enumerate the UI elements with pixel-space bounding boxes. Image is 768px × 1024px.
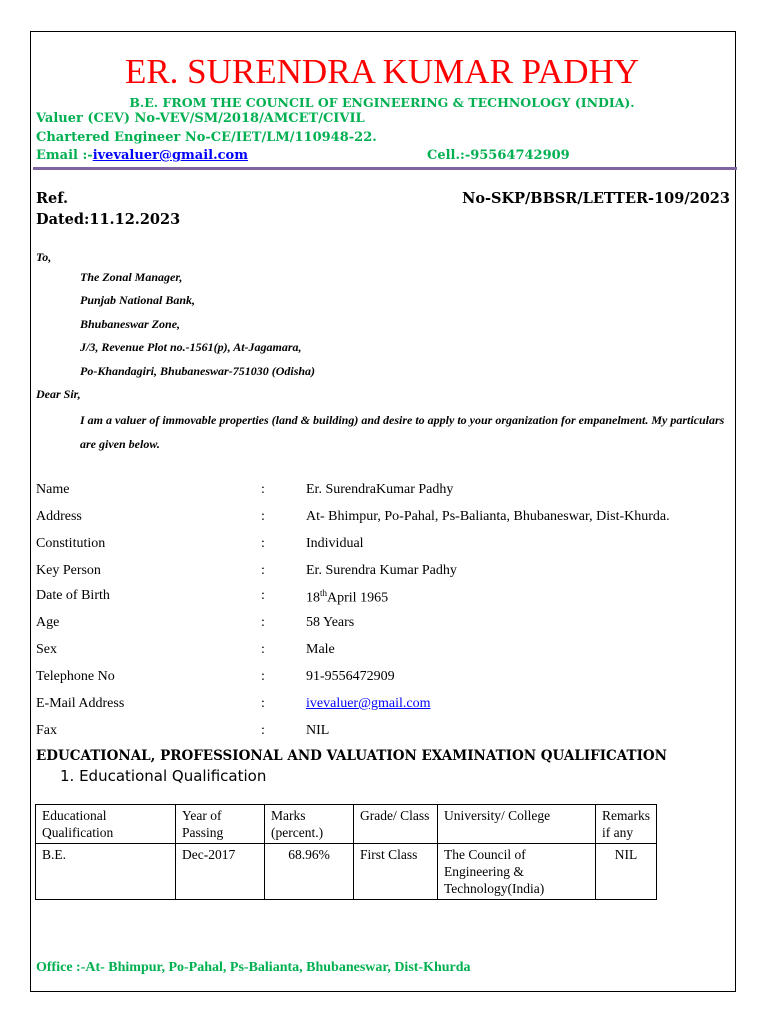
email-line [36, 148, 248, 163]
letter-body: I am a valuer of immovable properties (land & building) and desire to apply to your organization for empanelment. My particulars are given below. [80, 413, 725, 451]
particular-value: Er. SurendraKumar Padhy [306, 482, 454, 497]
table-row [36, 844, 657, 900]
particular-label: Key Person [36, 563, 101, 578]
particular-value: At- Bhimpur, Po-Pahal, Ps-Balianta, Bhubaneswar, Dist-Khurda. [306, 509, 670, 524]
recipient-address-line: The Zonal Manager, [80, 270, 183, 284]
separator-colon: : [261, 588, 265, 603]
recipient-address-line: Punjab National Bank, [80, 293, 196, 307]
chartered-engineer-line: Chartered Engineer No-CE/IET/LM/110948-22. [36, 130, 377, 145]
recipient-address-line: Bhubaneswar Zone, [80, 317, 181, 331]
dob-day: 18 [306, 590, 320, 606]
separator-colon: : [261, 696, 265, 711]
section-heading: EDUCATIONAL, PROFESSIONAL AND VALUATION EXAMINATION QUALIFICATION [36, 748, 667, 764]
particular-label: Age [36, 615, 60, 630]
particular-value: Er. Surendra Kumar Padhy [306, 563, 457, 578]
separator-colon: : [261, 482, 265, 497]
ref-label: Ref. [36, 190, 69, 207]
separator-colon: : [261, 563, 265, 578]
table-header-cell: Educational Qualification [36, 805, 176, 844]
office-address-footer: Office :-At- Bhimpur, Po-Pahal, Ps-Balianta, Bhubaneswar, Dist-Khurda [36, 960, 471, 975]
letter-date: Dated:11.12.2023 [36, 211, 181, 228]
header-divider [33, 167, 737, 170]
particular-value: Individual [306, 536, 364, 551]
particular-label: Address [36, 509, 82, 524]
particular-label: Sex [36, 642, 57, 657]
table-header-cell: Remarks if any [596, 805, 657, 844]
table-header-cell: Marks (percent.) [265, 805, 354, 844]
salutation: Dear Sir, [36, 387, 81, 401]
to-label: To, [36, 250, 52, 264]
particular-label: E-Mail Address [36, 696, 125, 711]
particular-value [306, 588, 388, 607]
particular-label: Date of Birth [36, 588, 110, 603]
separator-colon: : [261, 642, 265, 657]
particular-value: 91-9556472909 [306, 669, 395, 684]
particular-label: Name [36, 482, 70, 497]
recipient-address-line: J/3, Revenue Plot no.-1561(p), At-Jagamara, [80, 340, 302, 354]
valuer-line: Valuer (CEV) No-VEV/SM/2018/AMCET/CIVIL [36, 111, 365, 126]
table-header-cell: University/ College [438, 805, 596, 844]
particular-value: 58 Years [306, 615, 355, 630]
table-cell: B.E. [36, 844, 176, 900]
separator-colon: : [261, 536, 265, 551]
dob-suffix: th [320, 588, 328, 598]
table-header-cell: Grade/ Class [354, 805, 438, 844]
email-label: Email :- [36, 148, 93, 163]
separator-colon: : [261, 669, 265, 684]
cell-number: Cell.:-95564742909 [427, 148, 570, 163]
particular-value: NIL [306, 723, 330, 738]
particular-label: Telephone No [36, 669, 115, 684]
separator-colon: : [261, 509, 265, 524]
recipient-address-line: Po-Khandagiri, Bhubaneswar-751030 (Odisha) [80, 364, 316, 378]
email-link[interactable]: ivevaluer@gmail.com [92, 148, 248, 163]
education-table [35, 804, 657, 900]
letterhead-name: ER. SURENDRA KUMAR PADHY [124, 52, 640, 91]
ref-number: No-SKP/BBSR/LETTER-109/2023 [462, 190, 730, 207]
subsection-heading: 1. Educational Qualification [60, 767, 267, 785]
table-cell: 68.96% [265, 844, 354, 900]
dob-month-year: April 1965 [327, 590, 389, 606]
table-cell: Dec-2017 [176, 844, 265, 900]
table-cell: First Class [354, 844, 438, 900]
separator-colon: : [261, 723, 265, 738]
table-header-row [36, 805, 657, 844]
email-address-link[interactable]: ivevaluer@gmail.com [306, 696, 431, 711]
particular-value: Male [306, 642, 335, 657]
qualification-line: B.E. FROM THE COUNCIL OF ENGINEERING & TECHNOLOGY (INDIA). [129, 95, 635, 110]
particular-label: Constitution [36, 536, 106, 551]
table-header-cell: Year of Passing [176, 805, 265, 844]
table-cell: The Council of Engineering & Technology(India) [438, 844, 596, 900]
separator-colon: : [261, 615, 265, 630]
particular-label: Fax [36, 723, 57, 738]
table-cell: NIL [596, 844, 657, 900]
